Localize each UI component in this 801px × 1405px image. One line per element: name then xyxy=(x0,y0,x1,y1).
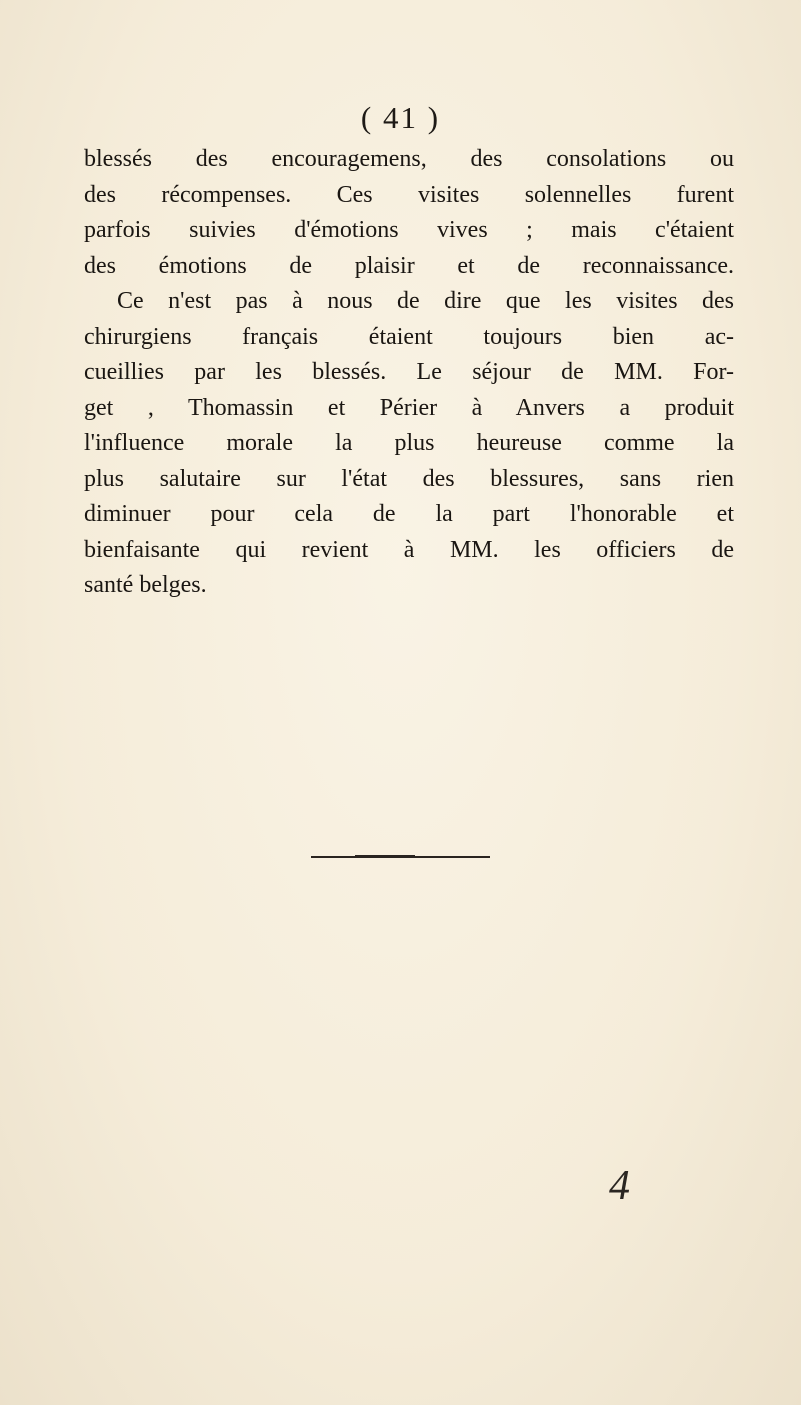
text-line: plus salutaire sur l'état des blessures, sans rien xyxy=(84,465,734,492)
text-line: chirurgiens français étaient toujours bien ac- xyxy=(84,323,734,350)
text-line: santé belges. xyxy=(84,572,207,598)
page-number: ( 41 ) xyxy=(360,100,441,135)
text-line: blessés des encouragemens, des consolations ou xyxy=(84,146,734,172)
folio-signature-mark: 4 xyxy=(609,1163,630,1209)
body-text xyxy=(84,142,734,604)
text-line: cueillies par les blessés. Le séjour de MM. For- xyxy=(84,359,734,385)
text-line: des émotions de plaisir et de reconnaissance. xyxy=(84,252,734,279)
section-divider-thick xyxy=(355,855,415,857)
text-line: bienfaisante qui revient à MM. les officiers de xyxy=(84,536,734,563)
text-line: parfois suivies d'émotions vives ; mais c'étaient xyxy=(84,217,734,243)
text-line: diminuer pour cela de la part l'honorable et xyxy=(84,501,734,527)
text-line: l'influence morale la plus heureuse comme la xyxy=(84,430,734,456)
text-line: Ce n'est pas à nous de dire que les visites des xyxy=(117,288,734,314)
text-line: des récompenses. Ces visites solennelles furent xyxy=(84,181,734,208)
text-line: get , Thomassin et Périer à Anvers a produit xyxy=(84,394,734,421)
